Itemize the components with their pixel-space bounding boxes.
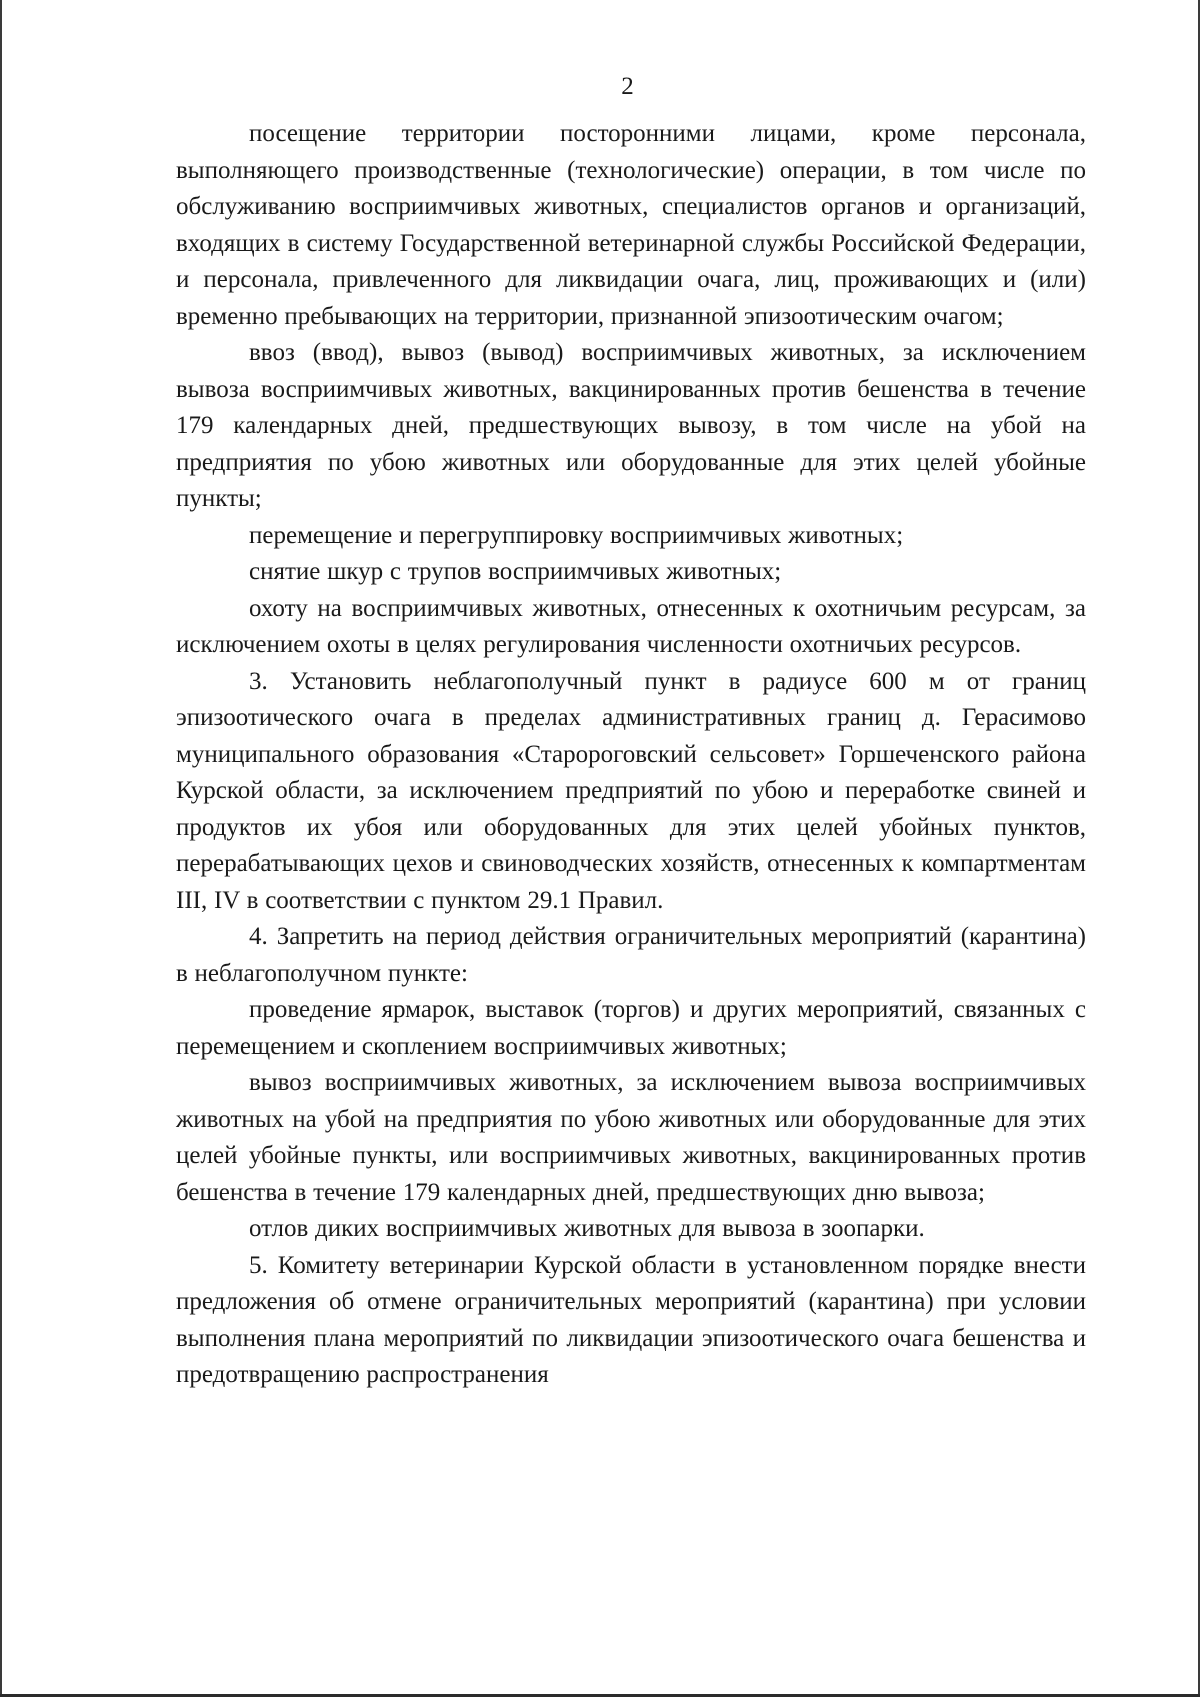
- paragraph-hunting-ban: охоту на восприимчивых животных, отнесенных к охотничьим ресурсам, за исключением охоты в целях регулирования численности охотничьих ресурсов.: [176, 594, 1086, 658]
- page-number: 2: [621, 73, 634, 100]
- paragraph-item-5: 5. Комитету ветеринарии Курской области в установленном порядке внести предложения об отмене ограничительных мероприятий (карантина) при условии выполнения плана мероприятий по ликвидации эпизоотического очага бешенства и предотвращению распространения: [176, 1251, 1086, 1388]
- paragraph-import-export-ban: ввоз (ввод), вывоз (вывод) восприимчивых животных, за исключением вывоза восприимчивых животных, вакцинированных против бешенства в течение 179 календарных дней, предшествующих вывозу, в том числе на убой на предприятия по убою животных или оборудованные для этих целей убойные пункты;: [176, 339, 1086, 512]
- scan-edge-left: [0, 0, 2, 1697]
- body-text: [176, 116, 1086, 1394]
- paragraph-visit-restriction: посещение территории посторонними лицами, кроме персонала, выполняющего производственные (технологические) операции, в том числе по обслуживанию восприимчивых животных, специалистов органов и организаций, входящих в систему Государственной ветеринарной службы Российской Федерации, и персонала, привлеченного для ликвидации очага, лиц, проживающих и (или) временно пребывающих на территории, признанной эпизоотическим очагом;: [176, 120, 1086, 330]
- paragraph-regrouping-ban: перемещение и перегруппировку восприимчивых животных;: [249, 521, 904, 549]
- paragraph-skinning-ban: снятие шкур с трупов восприимчивых животных;: [249, 558, 782, 585]
- paragraph-item-4: 4. Запретить на период действия ограничительных мероприятий (карантина) в неблагополучном пункте:: [176, 923, 1086, 987]
- paragraph-item-3: 3. Установить неблагополучный пункт в радиусе 600 м от границ эпизоотического очага в пределах административных границ д. Герасимово муниципального образования «Старороговский сельсовет» Горшеченского района Курской области, за исключением предприятий по убою и переработке свиней и продуктов их убоя или оборудованных для этих целей убойных пунктов, перерабатывающих цехов и свиноводческих хозяйств, отнесенных к компартментам III, IV в соответствии с пунктом 29.1 Правил.: [176, 667, 1086, 914]
- paragraph-capture-ban: отлов диких восприимчивых животных для вывоза в зоопарки.: [249, 1215, 925, 1242]
- paragraph-fairs-ban: проведение ярмарок, выставок (торгов) и других мероприятий, связанных с перемещением и скоплением восприимчивых животных;: [176, 996, 1086, 1060]
- paragraph-export-ban: вывоз восприимчивых животных, за исключением вывоза восприимчивых животных на убой на предприятия по убою животных или оборудованные для этих целей убойные пункты, или восприимчивых животных, вакцинированных против бешенства в течение 179 календарных дней, предшествующих дню вывоза;: [176, 1069, 1086, 1206]
